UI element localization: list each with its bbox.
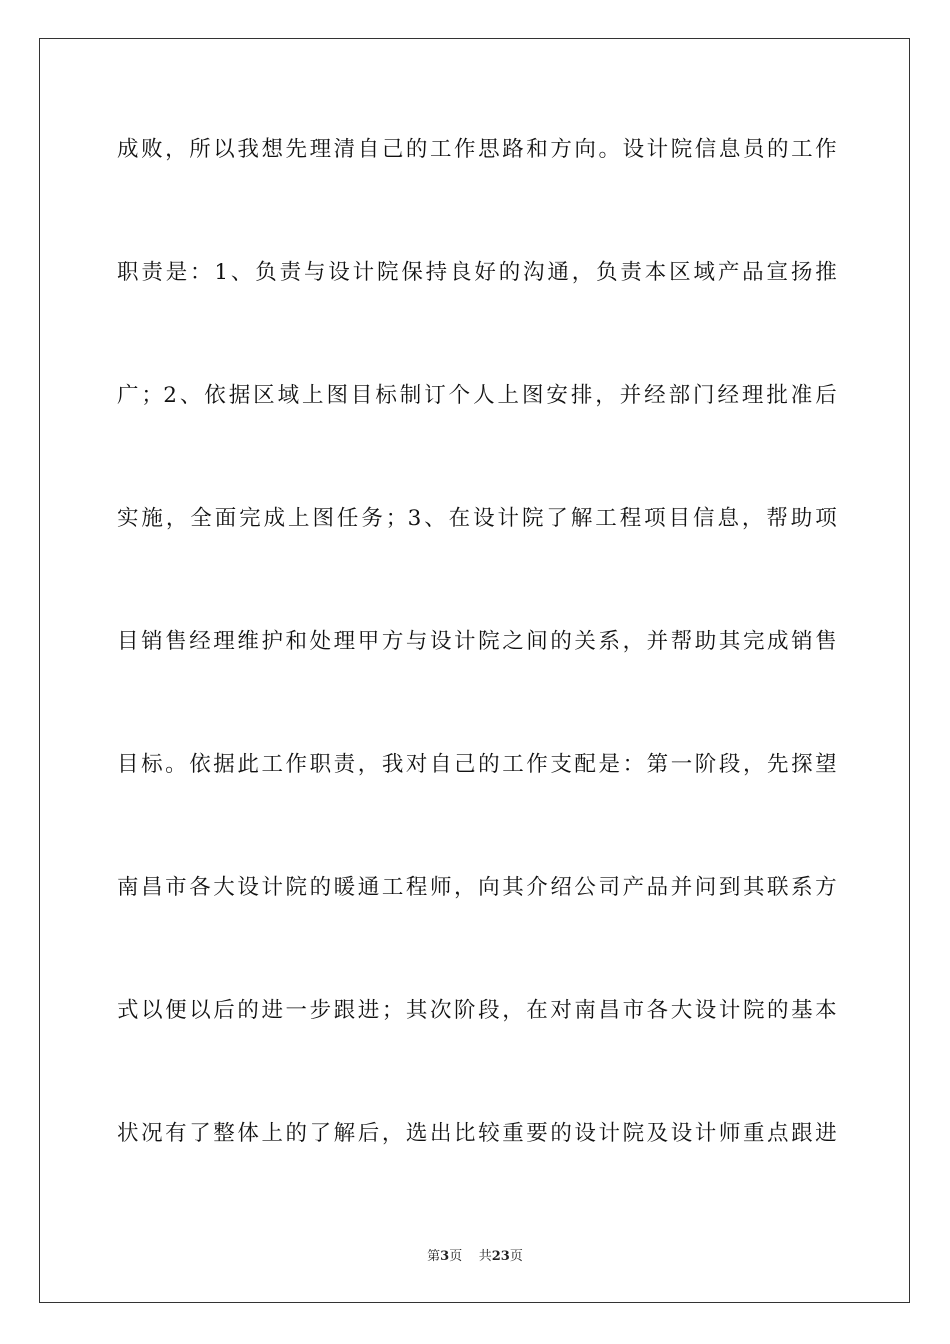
text-line-4: 实施，全面完成上图任务；3、在设计院了解工程项目信息，帮助项 — [117, 506, 837, 531]
footer-total-prefix: 共 — [478, 1249, 492, 1264]
text-line-9: 状况有了整体上的了解后，选出比较重要的设计院及设计师重点跟进 — [117, 1121, 837, 1146]
text-line-7: 南昌市各大设计院的暖通工程师，向其介绍公司产品并问到其联系方 — [117, 875, 837, 900]
page-footer — [0, 1248, 950, 1266]
text-line-8: 式以便以后的进一步跟进；其次阶段，在对南昌市各大设计院的基本 — [117, 998, 837, 1023]
footer-page-prefix: 第 — [427, 1249, 441, 1264]
text-line-5: 目销售经理维护和处理甲方与设计院之间的关系，并帮助其完成销售 — [117, 629, 837, 654]
text-line-1: 成败，所以我想先理清自己的工作思路和方向。设计院信息员的工作 — [117, 137, 837, 162]
footer-page-number: 3 — [440, 1249, 450, 1264]
footer-page-suffix: 页 — [449, 1249, 463, 1264]
footer-total-pages: 23 — [491, 1249, 510, 1264]
text-line-6: 目标。依据此工作职责，我对自己的工作支配是：第一阶段，先探望 — [117, 752, 837, 777]
page-border — [39, 38, 910, 1303]
text-line-3: 广；2、依据区域上图目标制订个人上图安排，并经部门经理批准后 — [117, 383, 837, 408]
text-line-2: 职责是：1、负责与设计院保持良好的沟通，负责本区域产品宣扬推 — [117, 260, 837, 285]
footer-total-suffix: 页 — [509, 1249, 523, 1264]
